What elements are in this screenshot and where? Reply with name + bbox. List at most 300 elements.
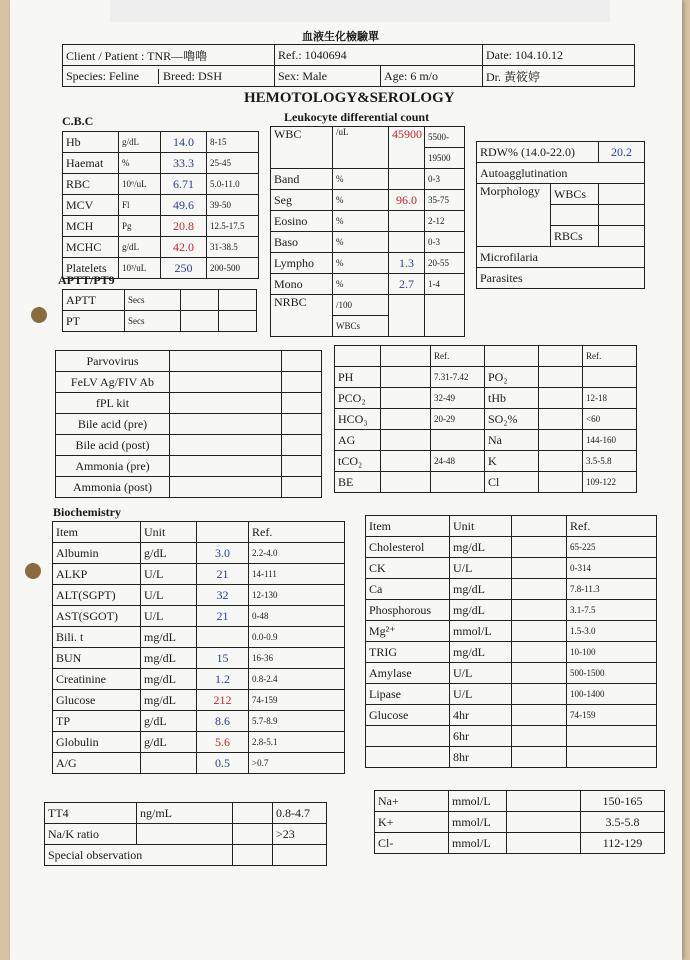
- test-name: MCHC: [63, 237, 119, 258]
- test-ref: 14-111: [249, 564, 345, 585]
- table-row: [53, 543, 345, 564]
- test-unit: Pg: [119, 216, 161, 237]
- test-ref: 112-129: [581, 833, 665, 854]
- test-unit: mg/dL: [141, 669, 197, 690]
- test-value: 3.0: [197, 543, 249, 564]
- species-label: Species: Feline: [63, 69, 159, 84]
- table-cell: [170, 456, 282, 477]
- serology-test: Bile acid (post): [56, 435, 170, 456]
- table-cell: [512, 663, 567, 684]
- test-ref: 100-1400: [567, 684, 657, 705]
- ref-header: Ref.: [583, 346, 637, 367]
- table-cell: [507, 833, 581, 854]
- test-unit: g/dL: [119, 237, 161, 258]
- test-value: 5.6: [197, 732, 249, 753]
- test-name: ALKP: [53, 564, 141, 585]
- microfilaria-label: Microfilaria: [477, 247, 645, 268]
- gas-ref: [431, 430, 485, 451]
- rbcs-label: RBCs: [551, 226, 599, 247]
- table-row: [366, 747, 657, 768]
- morphology-label: Morphology: [477, 184, 551, 247]
- test-unit: %: [333, 232, 389, 253]
- test-ref: 0.8-2.4: [249, 669, 345, 690]
- gas-ref: <60: [583, 409, 637, 430]
- table-row: [63, 195, 259, 216]
- test-name: TRIG: [366, 642, 450, 663]
- table-cell: [512, 558, 567, 579]
- test-unit: g/dL: [141, 711, 197, 732]
- test-unit: mmol/L: [449, 833, 507, 854]
- table-cell: [233, 803, 273, 824]
- test-ref: >0.7: [249, 753, 345, 774]
- table-cell: [512, 684, 567, 705]
- table-cell: [539, 451, 583, 472]
- table-row: [63, 132, 259, 153]
- test-name: ALT(SGPT): [53, 585, 141, 606]
- client-label: Client / Patient : TNR—嚕嚕: [63, 45, 275, 66]
- test-ref: [273, 845, 327, 866]
- table-cell: [282, 414, 322, 435]
- table-row: [366, 684, 657, 705]
- test-name: Hb: [63, 132, 119, 153]
- test-ref: 0-48: [249, 606, 345, 627]
- test-name: CK: [366, 558, 450, 579]
- table-row: [335, 472, 637, 493]
- test-ref: 20-55: [425, 253, 465, 274]
- table-cell: [425, 295, 465, 337]
- date-label: Date: 104.10.12: [483, 45, 635, 66]
- table-row: [366, 516, 657, 537]
- table-cell: [219, 311, 257, 332]
- test-name: Eosino: [271, 211, 333, 232]
- cbc-table: [62, 131, 259, 279]
- test-unit: U/L: [141, 606, 197, 627]
- test-ref: 39-50: [207, 195, 259, 216]
- table-row: [271, 295, 465, 316]
- test-ref: 5.0-11.0: [207, 174, 259, 195]
- test-unit: %: [119, 153, 161, 174]
- table-row: [366, 642, 657, 663]
- col-header: Unit: [141, 522, 197, 543]
- test-unit: 10³/uL: [119, 258, 161, 279]
- table-cell: [485, 346, 539, 367]
- test-value: [389, 211, 425, 232]
- test-name: Lympho: [271, 253, 333, 274]
- test-unit: %: [333, 253, 389, 274]
- table-cell: [170, 435, 282, 456]
- test-name: Baso: [271, 232, 333, 253]
- ref-label: Ref.: 1040694: [275, 45, 483, 66]
- col-header: Unit: [450, 516, 512, 537]
- test-name: Phosphorous: [366, 600, 450, 621]
- table-cell: [282, 435, 322, 456]
- test-name: Cholesterol: [366, 537, 450, 558]
- table-cell: [181, 290, 219, 311]
- table-cell: [233, 845, 273, 866]
- gas-ref: [431, 472, 485, 493]
- test-ref: 7.8-11.3: [567, 579, 657, 600]
- table-cell: [170, 351, 282, 372]
- test-value: 212: [197, 690, 249, 711]
- table-row: [335, 409, 637, 430]
- test-name: Ca: [366, 579, 450, 600]
- patient-header: [62, 44, 635, 87]
- test-name: AST(SGOT): [53, 606, 141, 627]
- electrolyte-table: [374, 790, 665, 854]
- table-row: [335, 451, 637, 472]
- table-cell: [381, 388, 431, 409]
- test-ref: 74-159: [249, 690, 345, 711]
- table-row: [53, 753, 345, 774]
- table-row: [366, 663, 657, 684]
- test-ref: >23: [273, 824, 327, 845]
- test-value: 14.0: [161, 132, 207, 153]
- table-cell: [512, 747, 567, 768]
- lkc-title: Leukocyte differential count: [284, 110, 430, 124]
- table-row: [271, 274, 465, 295]
- serology-test: Ammonia (post): [56, 477, 170, 498]
- table-row: [375, 791, 665, 812]
- table-row: [375, 833, 665, 854]
- test-value: 1.3: [389, 253, 425, 274]
- table-cell: [282, 372, 322, 393]
- test-unit: g/dL: [141, 732, 197, 753]
- test-unit: 6hr: [450, 726, 512, 747]
- table-row: [56, 456, 322, 477]
- test-name: MCV: [63, 195, 119, 216]
- test-ref: 0-3: [425, 169, 465, 190]
- table-cell: [539, 409, 583, 430]
- test-ref: 65-225: [567, 537, 657, 558]
- gas-ref: [583, 367, 637, 388]
- table-cell: [539, 430, 583, 451]
- apt-table: [62, 289, 257, 332]
- table-cell: [335, 346, 381, 367]
- test-unit: mmol/L: [449, 812, 507, 833]
- thyroid-table: [44, 802, 327, 866]
- table-cell: [170, 393, 282, 414]
- test-unit: U/L: [450, 684, 512, 705]
- table-cell: [512, 705, 567, 726]
- table-row: [335, 388, 637, 409]
- test-name: Band: [271, 169, 333, 190]
- blood-gas-table: [334, 345, 637, 493]
- test-unit: [141, 753, 197, 774]
- table-cell: [507, 791, 581, 812]
- test-unit: %: [333, 211, 389, 232]
- test-ref: 31-38.5: [207, 237, 259, 258]
- table-cell: [512, 642, 567, 663]
- table-row: [366, 579, 657, 600]
- table-row: [366, 726, 657, 747]
- test-unit: %: [333, 169, 389, 190]
- test-unit: %: [333, 274, 389, 295]
- test-ref: 1.5-3.0: [567, 621, 657, 642]
- test-name: Albumin: [53, 543, 141, 564]
- table-cell: [539, 346, 583, 367]
- apt-title: APTT/PT9: [58, 273, 115, 287]
- test-value: 250: [161, 258, 207, 279]
- table-row: [63, 153, 259, 174]
- test-unit: U/L: [141, 564, 197, 585]
- serology-test: fPL kit: [56, 393, 170, 414]
- test-value: 2.7: [389, 274, 425, 295]
- table-cell: [381, 346, 431, 367]
- wbc-name: WBC: [271, 127, 333, 169]
- test-unit: mmol/L: [449, 791, 507, 812]
- rdw-morphology-box: [476, 141, 645, 289]
- wbc-ref: 19500: [425, 148, 465, 169]
- test-value: [389, 232, 425, 253]
- test-value: 8.6: [197, 711, 249, 732]
- section-heading: HEMOTOLOGY&SEROLOGY: [244, 90, 455, 106]
- table-row: [366, 621, 657, 642]
- table-cell: [539, 388, 583, 409]
- test-name: Amylase: [366, 663, 450, 684]
- gas-ref: 20-29: [431, 409, 485, 430]
- test-name: K+: [375, 812, 449, 833]
- test-value: [197, 627, 249, 648]
- test-ref: 200-500: [207, 258, 259, 279]
- test-ref: 16-36: [249, 648, 345, 669]
- table-cell: [539, 367, 583, 388]
- test-name: Mono: [271, 274, 333, 295]
- autoagglutination-label: Autoagglutination: [477, 163, 645, 184]
- test-ref: 74-159: [567, 705, 657, 726]
- torn-header-strip: [110, 0, 610, 22]
- table-cell: [512, 726, 567, 747]
- wbc-unit: /uL: [333, 127, 389, 169]
- table-cell: [181, 311, 219, 332]
- punch-hole: [31, 307, 47, 323]
- test-value: 96.0: [389, 190, 425, 211]
- gas-ref: 144-160: [583, 430, 637, 451]
- gas-ref: 32-49: [431, 388, 485, 409]
- table-cell: [512, 600, 567, 621]
- test-name: Platelets: [63, 258, 119, 279]
- dr-label: Dr. 黃筱婷: [483, 66, 635, 87]
- table-row: [271, 232, 465, 253]
- biochem-left-table: [52, 521, 345, 774]
- test-ref: 12.5-17.5: [207, 216, 259, 237]
- serology-test: FeLV Ag/FIV Ab: [56, 372, 170, 393]
- table-cell: [233, 824, 273, 845]
- table-cell: [170, 477, 282, 498]
- test-name: Creatinine: [53, 669, 141, 690]
- test-ref: 2.2-4.0: [249, 543, 345, 564]
- gas-name: AG: [335, 430, 381, 451]
- table-row: [335, 430, 637, 451]
- table-cell: [282, 477, 322, 498]
- table-row: [335, 367, 637, 388]
- table-row: [56, 414, 322, 435]
- test-value: 6.71: [161, 174, 207, 195]
- table-cell: [381, 451, 431, 472]
- test-unit: mg/dL: [450, 579, 512, 600]
- table-cell: [197, 522, 249, 543]
- gas-ref: 109-122: [583, 472, 637, 493]
- test-unit: 4hr: [450, 705, 512, 726]
- test-name: Globulin: [53, 732, 141, 753]
- biochem-title: Biochemistry: [53, 505, 121, 519]
- gas-name: K: [485, 451, 539, 472]
- test-value: 1.2: [197, 669, 249, 690]
- gas-name: tHb: [485, 388, 539, 409]
- table-row: [53, 606, 345, 627]
- test-ref: 5.7-8.9: [249, 711, 345, 732]
- test-unit: %: [333, 190, 389, 211]
- test-name: Glucose: [53, 690, 141, 711]
- table-row: [53, 711, 345, 732]
- test-unit: Fl: [119, 195, 161, 216]
- test-ref: 10-100: [567, 642, 657, 663]
- leukocyte-table: [270, 126, 465, 337]
- table-cell: [381, 430, 431, 451]
- table-cell: [219, 290, 257, 311]
- test-unit: ng/mL: [137, 803, 233, 824]
- table-row: [375, 812, 665, 833]
- wbcs-label: WBCs: [551, 184, 599, 205]
- table-cell: [282, 456, 322, 477]
- table-cell: [539, 472, 583, 493]
- test-unit: g/dL: [141, 543, 197, 564]
- gas-name: PO₂: [485, 367, 539, 388]
- table-cell: [381, 409, 431, 430]
- test-ref: 150-165: [581, 791, 665, 812]
- table-row: [56, 372, 322, 393]
- table-row: [53, 669, 345, 690]
- col-header: Ref.: [567, 516, 657, 537]
- gas-name: PH: [335, 367, 381, 388]
- table-row: [271, 127, 465, 148]
- test-ref: 1-4: [425, 274, 465, 295]
- test-value: 20.8: [161, 216, 207, 237]
- punch-hole: [25, 563, 41, 579]
- table-row: [366, 705, 657, 726]
- test-unit: mg/dL: [141, 627, 197, 648]
- cbc-title: C.B.C: [62, 114, 94, 128]
- table-row: [53, 732, 345, 753]
- test-unit: U/L: [141, 585, 197, 606]
- gas-name: SO₂%: [485, 409, 539, 430]
- test-value: 49.6: [161, 195, 207, 216]
- nrbc-name: NRBC: [271, 295, 333, 337]
- test-unit: mg/dL: [141, 690, 197, 711]
- table-row: [56, 435, 322, 456]
- test-unit: [137, 824, 233, 845]
- table-row: [366, 558, 657, 579]
- test-value: 15: [197, 648, 249, 669]
- nrbc-unit: WBCs: [333, 316, 389, 337]
- test-name: A/G: [53, 753, 141, 774]
- biochem-right-table: [365, 515, 657, 768]
- gas-name: Na: [485, 430, 539, 451]
- test-name: MCH: [63, 216, 119, 237]
- rdw-label: RDW% (14.0-22.0): [477, 142, 599, 163]
- table-row: [56, 351, 322, 372]
- table-row: [63, 216, 259, 237]
- ref-header: Ref.: [431, 346, 485, 367]
- table-row: [53, 585, 345, 606]
- table-cell: [381, 367, 431, 388]
- test-name: Bili. t: [53, 627, 141, 648]
- test-name: Mg²⁺: [366, 621, 450, 642]
- test-name: [366, 726, 450, 747]
- table-row: [53, 690, 345, 711]
- table-row: [45, 845, 327, 866]
- serology-test: Bile acid (pre): [56, 414, 170, 435]
- test-ref: 0.0-0.9: [249, 627, 345, 648]
- test-value: [389, 169, 425, 190]
- serology-test: Parvovirus: [56, 351, 170, 372]
- table-row: [53, 648, 345, 669]
- table-cell: [512, 621, 567, 642]
- gas-ref: 12-18: [583, 388, 637, 409]
- table-row: [271, 211, 465, 232]
- table-row: [271, 253, 465, 274]
- table-cell: [507, 812, 581, 833]
- test-name: Cl-: [375, 833, 449, 854]
- gas-name: PCO₂: [335, 388, 381, 409]
- table-cell: [170, 414, 282, 435]
- gas-ref: 24-48: [431, 451, 485, 472]
- test-ref: 25-45: [207, 153, 259, 174]
- test-ref: 2-12: [425, 211, 465, 232]
- wbc-value: 45900: [389, 127, 425, 169]
- test-name: RBC: [63, 174, 119, 195]
- table-row: [56, 393, 322, 414]
- test-unit: U/L: [450, 663, 512, 684]
- test-ref: [567, 747, 657, 768]
- test-ref: 35-75: [425, 190, 465, 211]
- table-row: [366, 600, 657, 621]
- table-row: [45, 803, 327, 824]
- table-row: [45, 824, 327, 845]
- sex-label: Sex: Male: [275, 66, 381, 87]
- gas-name: Cl: [485, 472, 539, 493]
- test-name: Glucose: [366, 705, 450, 726]
- test-name: Na/K ratio: [45, 824, 137, 845]
- table-row: [366, 537, 657, 558]
- test-ref: [567, 726, 657, 747]
- test-name: TT4: [45, 803, 137, 824]
- table-row: [271, 169, 465, 190]
- gas-name: tCO₂: [335, 451, 381, 472]
- test-name: APTT: [63, 290, 125, 311]
- col-header: Item: [53, 522, 141, 543]
- serology-test: Ammonia (pre): [56, 456, 170, 477]
- table-row: [53, 627, 345, 648]
- test-unit: U/L: [450, 558, 512, 579]
- table-row: [63, 311, 257, 332]
- table-cell: [512, 579, 567, 600]
- test-ref: 8-15: [207, 132, 259, 153]
- test-unit: Secs: [125, 311, 181, 332]
- table-cell: [389, 295, 425, 337]
- test-name: BUN: [53, 648, 141, 669]
- nrbc-unit: /100: [333, 295, 389, 316]
- table-row: [56, 477, 322, 498]
- gas-name: HCO₃: [335, 409, 381, 430]
- test-value: 42.0: [161, 237, 207, 258]
- table-row: [53, 564, 345, 585]
- test-name: PT: [63, 311, 125, 332]
- gas-ref: 3.5-5.8: [583, 451, 637, 472]
- test-name: Na+: [375, 791, 449, 812]
- table-cell: [282, 393, 322, 414]
- table-cell: [381, 472, 431, 493]
- test-unit: mg/dL: [450, 642, 512, 663]
